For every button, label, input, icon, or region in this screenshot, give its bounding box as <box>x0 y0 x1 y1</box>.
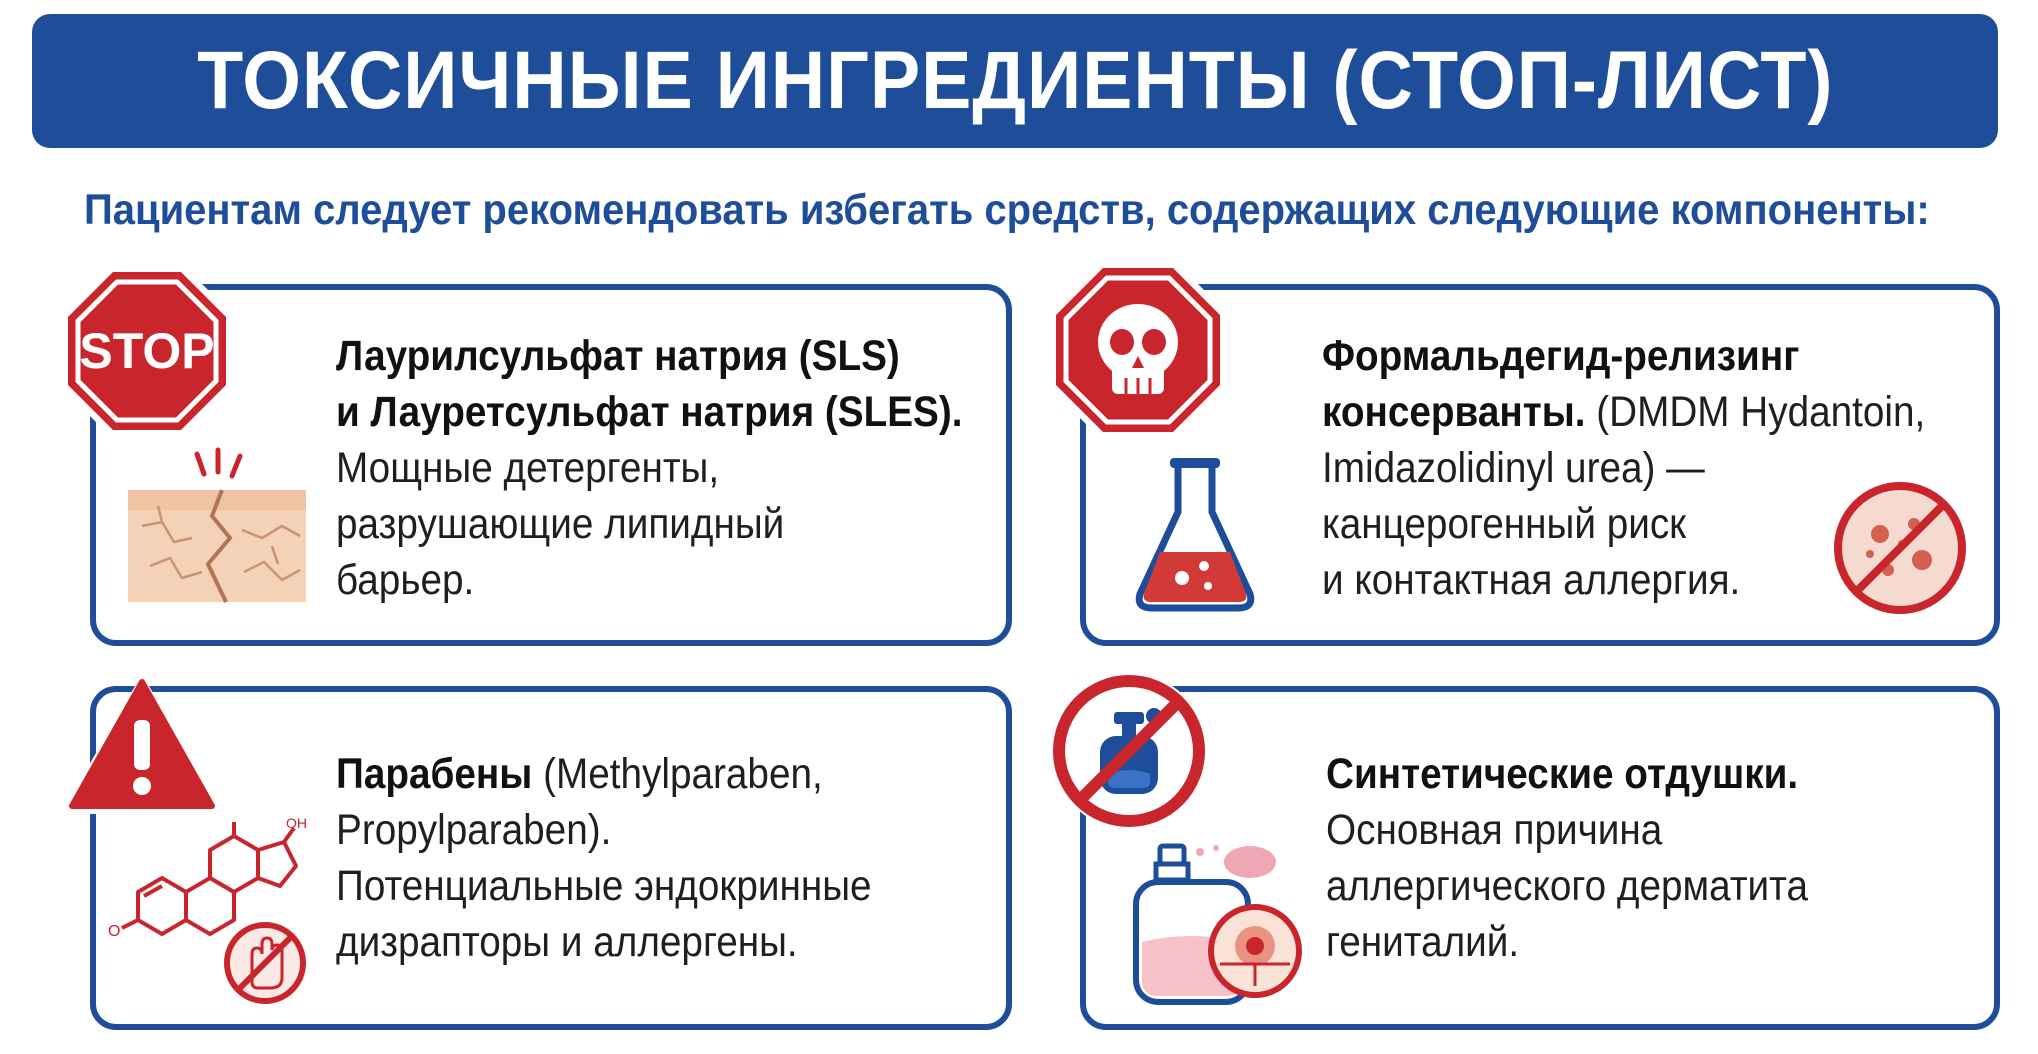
card-sls-body-line-1: Мощные детергенты, <box>336 444 720 492</box>
card-parabens-body-line-1: Propylparaben). <box>336 806 612 854</box>
card-parabens-body-line-2: Потенциальные эндокринные <box>336 862 872 910</box>
molecule-o-label: O <box>108 923 121 940</box>
page-title: ТОКСИЧНЫЕ ИНГРЕДИЕНТЫ (СТОП-ЛИСТ) <box>196 35 1834 126</box>
page-subtitle: Пациентам следует рекомендовать избегать средств, содержащих следующие компоненты: <box>84 186 1930 234</box>
stop-sign-label: STOP <box>79 323 215 379</box>
card-sls-text <box>336 328 963 608</box>
card-fragrances-body-line-1: Основная причина <box>1326 806 1663 854</box>
card-fragrances-text <box>1326 746 1808 970</box>
no-perfume-icon <box>1048 670 1210 832</box>
inflamed-skin-icon <box>1206 902 1304 1000</box>
card-formaldehyde-body-line-1: Imidazolidinyl urea) — <box>1322 444 1705 492</box>
card-formaldehyde-text <box>1322 328 1925 608</box>
cracked-skin-icon <box>122 446 312 606</box>
card-formaldehyde-body-line-2: канцерогенный риск <box>1322 500 1687 548</box>
warning-triangle-icon <box>58 668 226 818</box>
card-sls-title-line-1: Лаурилсульфат натрия (SLS) <box>336 332 900 380</box>
card-formaldehyde-title-suffix: (DMDM Hydantoin, <box>1585 388 1926 436</box>
card-fragrances-body-line-2: аллергического дерматита <box>1326 862 1809 910</box>
header-banner <box>32 14 1998 148</box>
card-formaldehyde-title-line-2: консерванты. <box>1322 388 1586 436</box>
card-formaldehyde-body-line-3: и контактная аллергия. <box>1322 556 1741 604</box>
card-parabens-title-suffix: (Methylparaben, <box>532 750 823 798</box>
card-sls-body-line-3: барьер. <box>336 556 475 604</box>
skull-octagon-icon <box>1046 258 1230 442</box>
card-formaldehyde-title-line-1: Формальдегид-релизинг <box>1322 332 1800 380</box>
card-fragrances-body-line-3: гениталий. <box>1326 918 1520 966</box>
molecule-oh-label: OH <box>286 816 307 831</box>
card-sls-title-line-2: и Лауретсульфат натрия (SLES). <box>336 388 963 436</box>
card-fragrances-title: Синтетические отдушки. <box>1326 750 1799 798</box>
card-parabens-text <box>336 746 872 970</box>
stop-sign-icon <box>58 262 236 440</box>
no-hand-icon <box>222 920 308 1006</box>
card-sls-body-line-2: разрушающие липидный <box>336 500 785 548</box>
flask-icon <box>1130 454 1260 614</box>
card-parabens-body-line-3: дизрапторы и аллергены. <box>336 918 798 966</box>
card-parabens-title: Парабены <box>336 750 533 798</box>
